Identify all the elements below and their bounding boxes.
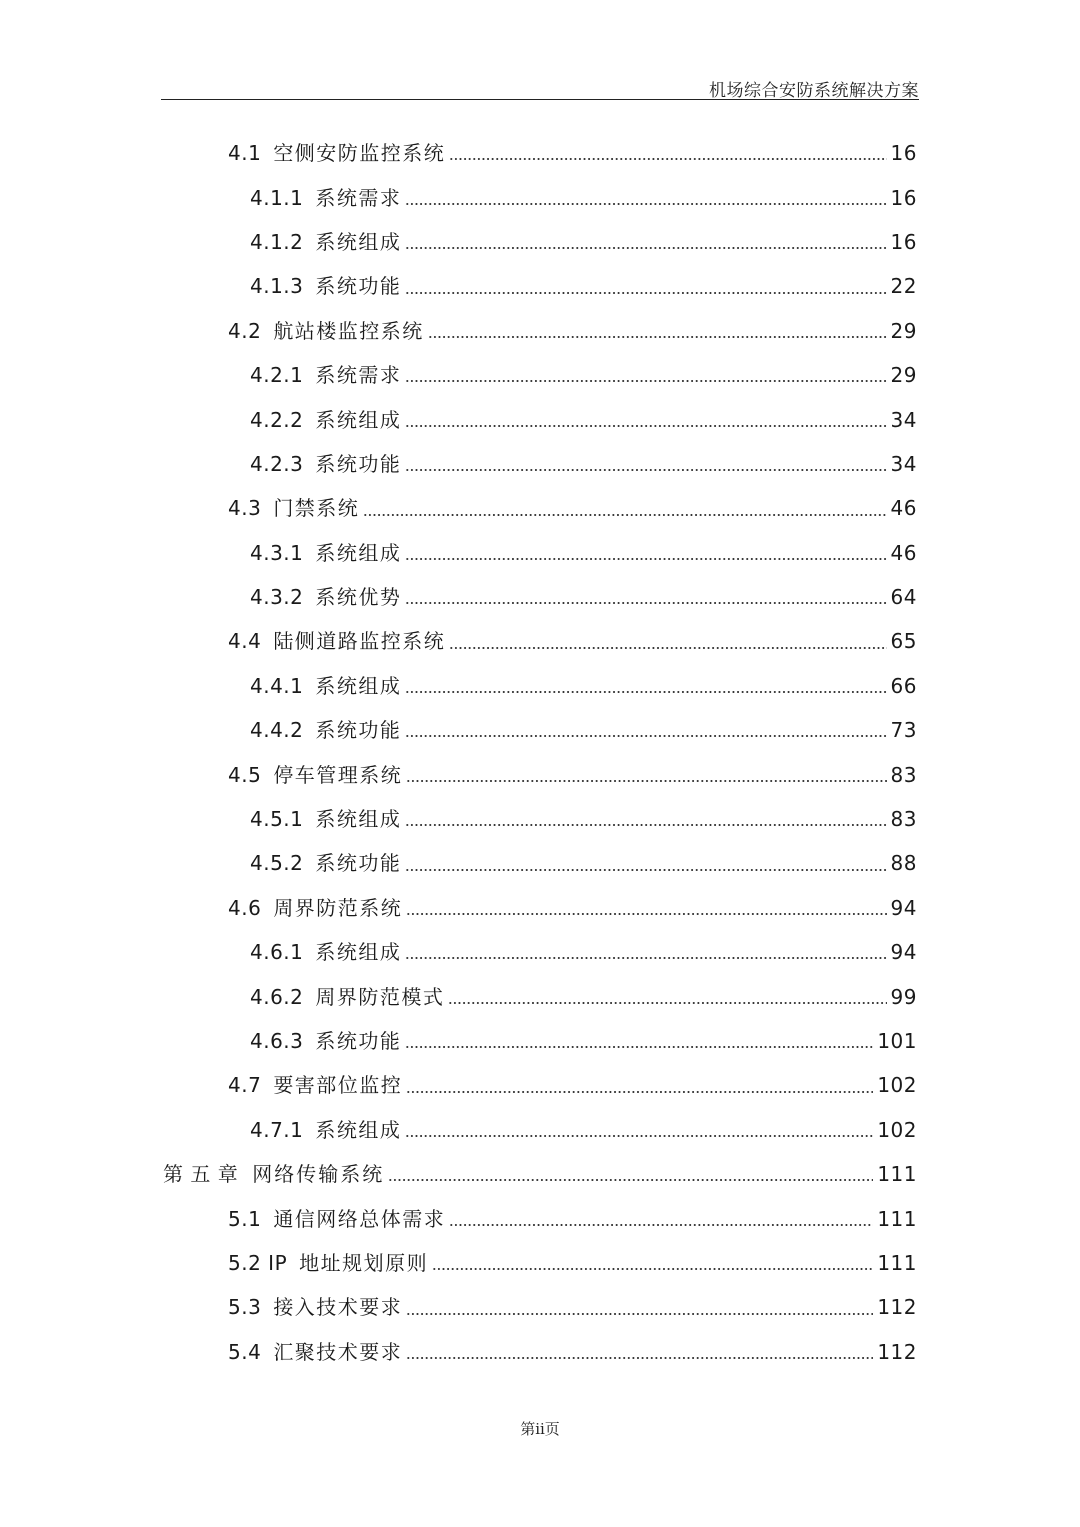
toc-entry-title: 系统功能 — [315, 851, 402, 876]
toc-entry-title: 周界防范系统 — [273, 895, 403, 920]
toc-entry[interactable] — [0, 220, 1080, 264]
toc-entry[interactable] — [0, 930, 1080, 974]
table-of-contents — [0, 131, 1080, 1374]
toc-entry-page: 16 — [890, 185, 917, 210]
toc-entry-title: 系统需求 — [315, 185, 402, 210]
toc-entry[interactable] — [0, 175, 1080, 219]
toc-entry-number: 4.3.2 — [250, 585, 304, 610]
toc-entry-number: 4.2.2 — [250, 407, 304, 432]
toc-entry-page: 65 — [890, 629, 917, 654]
toc-dot-leader — [388, 1167, 873, 1187]
toc-entry[interactable] — [0, 442, 1080, 486]
toc-entry-page: 112 — [877, 1339, 917, 1364]
toc-entry-page: 46 — [890, 540, 917, 565]
toc-entry-page: 34 — [890, 451, 917, 476]
toc-entry-page: 16 — [890, 229, 917, 254]
toc-entry-page: 16 — [890, 141, 917, 166]
toc-entry[interactable] — [0, 575, 1080, 619]
toc-entry-page: 94 — [890, 940, 917, 965]
toc-entry-title: 通信网络总体需求 — [273, 1206, 446, 1231]
toc-entry-title: 空侧安防监控系统 — [273, 141, 446, 166]
page-number: 第ii页 — [520, 1420, 560, 1438]
toc-entry-number: 4.4 — [228, 629, 262, 654]
toc-entry[interactable] — [0, 1196, 1080, 1240]
toc-entry-title: 系统组成 — [315, 940, 402, 965]
toc-entry-number: 4.3 — [228, 496, 262, 521]
toc-entry-title: 系统功能 — [315, 1029, 402, 1053]
document-header-title: 机场综合安防系统解决方案 — [709, 81, 919, 101]
toc-entry-title: 系统功能 — [315, 451, 402, 476]
toc-entry[interactable] — [0, 752, 1080, 796]
toc-entry-title: 网络传输系统 — [252, 1162, 385, 1187]
toc-dot-leader — [406, 1345, 873, 1365]
toc-entry-page: 94 — [890, 895, 917, 920]
toc-entry-title: 系统组成 — [315, 673, 402, 698]
toc-dot-leader — [448, 990, 886, 1010]
toc-dot-leader — [449, 1212, 873, 1232]
toc-entry-page: 102 — [877, 1117, 917, 1142]
toc-entry[interactable] — [0, 264, 1080, 308]
toc-dot-leader — [405, 679, 886, 699]
toc-entry-number: 4.2.1 — [250, 363, 304, 388]
toc-entry-title: 系统功能 — [315, 274, 402, 299]
toc-entry-page: 111 — [877, 1250, 917, 1275]
toc-entry-page: 102 — [877, 1073, 917, 1098]
toc-entry-number: 4.7 — [228, 1073, 262, 1098]
toc-dot-leader — [406, 768, 886, 788]
toc-entry-number: 4.6.3 — [250, 1029, 304, 1053]
toc-entry-title: 航站楼监控系统 — [273, 318, 424, 343]
toc-entry-page: 83 — [890, 762, 917, 787]
toc-entry[interactable] — [0, 797, 1080, 841]
toc-entry[interactable] — [0, 974, 1080, 1018]
toc-entry-title: 停车管理系统 — [273, 762, 403, 787]
toc-entry-title: 系统组成 — [315, 807, 402, 832]
toc-dot-leader — [449, 146, 886, 166]
toc-dot-leader — [406, 1078, 873, 1098]
toc-entry[interactable] — [0, 1241, 1080, 1285]
toc-entry-number: 4.2.3 — [250, 451, 304, 476]
toc-entry-number: 4.1 — [228, 141, 262, 166]
toc-dot-leader — [405, 723, 886, 743]
toc-dot-leader — [405, 279, 886, 299]
toc-entry-page: 88 — [890, 851, 917, 876]
toc-entry[interactable] — [0, 1285, 1080, 1329]
toc-entry-number: 5.3 — [228, 1295, 262, 1320]
toc-entry-page: 112 — [877, 1295, 917, 1320]
toc-entry-number: 4.1.1 — [250, 185, 304, 210]
toc-entry-page: 22 — [890, 274, 917, 299]
toc-entry-page: 99 — [890, 984, 917, 1009]
toc-entry[interactable] — [0, 309, 1080, 353]
toc-entry-title: 接入技术要求 — [273, 1295, 403, 1320]
toc-dot-leader — [405, 235, 886, 255]
toc-entry-title: 系统组成 — [315, 229, 402, 254]
toc-dot-leader — [406, 1300, 873, 1320]
toc-dot-leader — [405, 1034, 873, 1054]
toc-entry-page: 73 — [890, 718, 917, 743]
toc-dot-leader — [405, 856, 886, 876]
toc-entry-page: 64 — [890, 585, 917, 610]
toc-entry-title: 陆侧道路监控系统 — [273, 629, 446, 654]
toc-dot-leader — [405, 812, 886, 832]
toc-entry-page: 111 — [877, 1206, 917, 1231]
toc-entry-title: 系统组成 — [315, 540, 402, 565]
toc-dot-leader — [405, 191, 886, 211]
toc-entry[interactable] — [0, 353, 1080, 397]
toc-entry-title: 周界防范模式 — [315, 984, 445, 1009]
toc-entry-title: 汇聚技术要求 — [273, 1339, 403, 1364]
toc-entry-page: 101 — [877, 1029, 917, 1053]
toc-entry[interactable] — [0, 886, 1080, 930]
toc-entry[interactable] — [0, 1152, 1080, 1196]
toc-entry-page: 66 — [890, 673, 917, 698]
toc-entry-number: 4.5 — [228, 762, 262, 787]
toc-entry-number: 4.1.3 — [250, 274, 304, 299]
toc-dot-leader — [405, 546, 886, 566]
toc-entry-number: 5.1 — [228, 1206, 262, 1231]
toc-entry-number: 4.3.1 — [250, 540, 304, 565]
toc-dot-leader — [432, 1256, 873, 1276]
toc-entry-page: 111 — [877, 1162, 917, 1187]
toc-entry-number: 4.4.1 — [250, 673, 304, 698]
toc-entry-title: 系统功能 — [315, 718, 402, 743]
toc-entry-title: 系统组成 — [315, 1117, 402, 1142]
toc-entry-title: 系统组成 — [315, 407, 402, 432]
toc-entry-page: 29 — [890, 318, 917, 343]
toc-entry[interactable] — [0, 1108, 1080, 1152]
toc-entry-page: 29 — [890, 363, 917, 388]
toc-entry-number: 4.2 — [228, 318, 262, 343]
toc-entry[interactable] — [0, 1019, 1080, 1063]
toc-entry-number: 4.7.1 — [250, 1117, 304, 1142]
toc-entry[interactable] — [0, 841, 1080, 885]
toc-entry[interactable] — [0, 1330, 1080, 1374]
toc-entry[interactable] — [0, 531, 1080, 575]
toc-dot-leader — [405, 457, 886, 477]
toc-dot-leader — [405, 590, 886, 610]
toc-entry[interactable] — [0, 486, 1080, 530]
toc-entry[interactable] — [0, 708, 1080, 752]
toc-entry-number: 4.1.2 — [250, 229, 304, 254]
toc-entry[interactable] — [0, 1063, 1080, 1107]
toc-entry-number: 4.6 — [228, 895, 262, 920]
toc-entry-title: 门禁系统 — [273, 496, 360, 521]
header-divider — [161, 99, 919, 100]
toc-entry-title: 地址规划原则 — [299, 1250, 429, 1275]
toc-entry-title: 要害部位监控 — [273, 1073, 403, 1098]
toc-entry-page: 46 — [890, 496, 917, 521]
toc-entry-title: 系统优势 — [315, 585, 402, 610]
toc-entry[interactable] — [0, 397, 1080, 441]
toc-entry-number: 5.4 — [228, 1339, 262, 1364]
toc-dot-leader — [363, 501, 886, 521]
toc-entry[interactable] — [0, 664, 1080, 708]
toc-entry-number: 5.2 IP — [228, 1250, 288, 1275]
toc-entry-number: 4.5.2 — [250, 851, 304, 876]
toc-entry-number: 4.4.2 — [250, 718, 304, 743]
toc-entry[interactable] — [0, 131, 1080, 175]
toc-entry-title: 系统需求 — [315, 363, 402, 388]
toc-dot-leader — [449, 634, 886, 654]
toc-entry-page: 83 — [890, 807, 917, 832]
toc-dot-leader — [405, 413, 886, 433]
toc-entry-page: 34 — [890, 407, 917, 432]
toc-entry-number: 4.5.1 — [250, 807, 304, 832]
toc-entry-number: 4.6.2 — [250, 984, 304, 1009]
toc-dot-leader — [405, 945, 886, 965]
toc-dot-leader — [405, 1123, 873, 1143]
toc-entry-number: 第 五 章 — [163, 1162, 239, 1187]
toc-dot-leader — [428, 324, 887, 344]
toc-entry-number: 4.6.1 — [250, 940, 304, 965]
toc-dot-leader — [405, 368, 886, 388]
toc-dot-leader — [406, 901, 886, 921]
toc-entry[interactable] — [0, 619, 1080, 663]
